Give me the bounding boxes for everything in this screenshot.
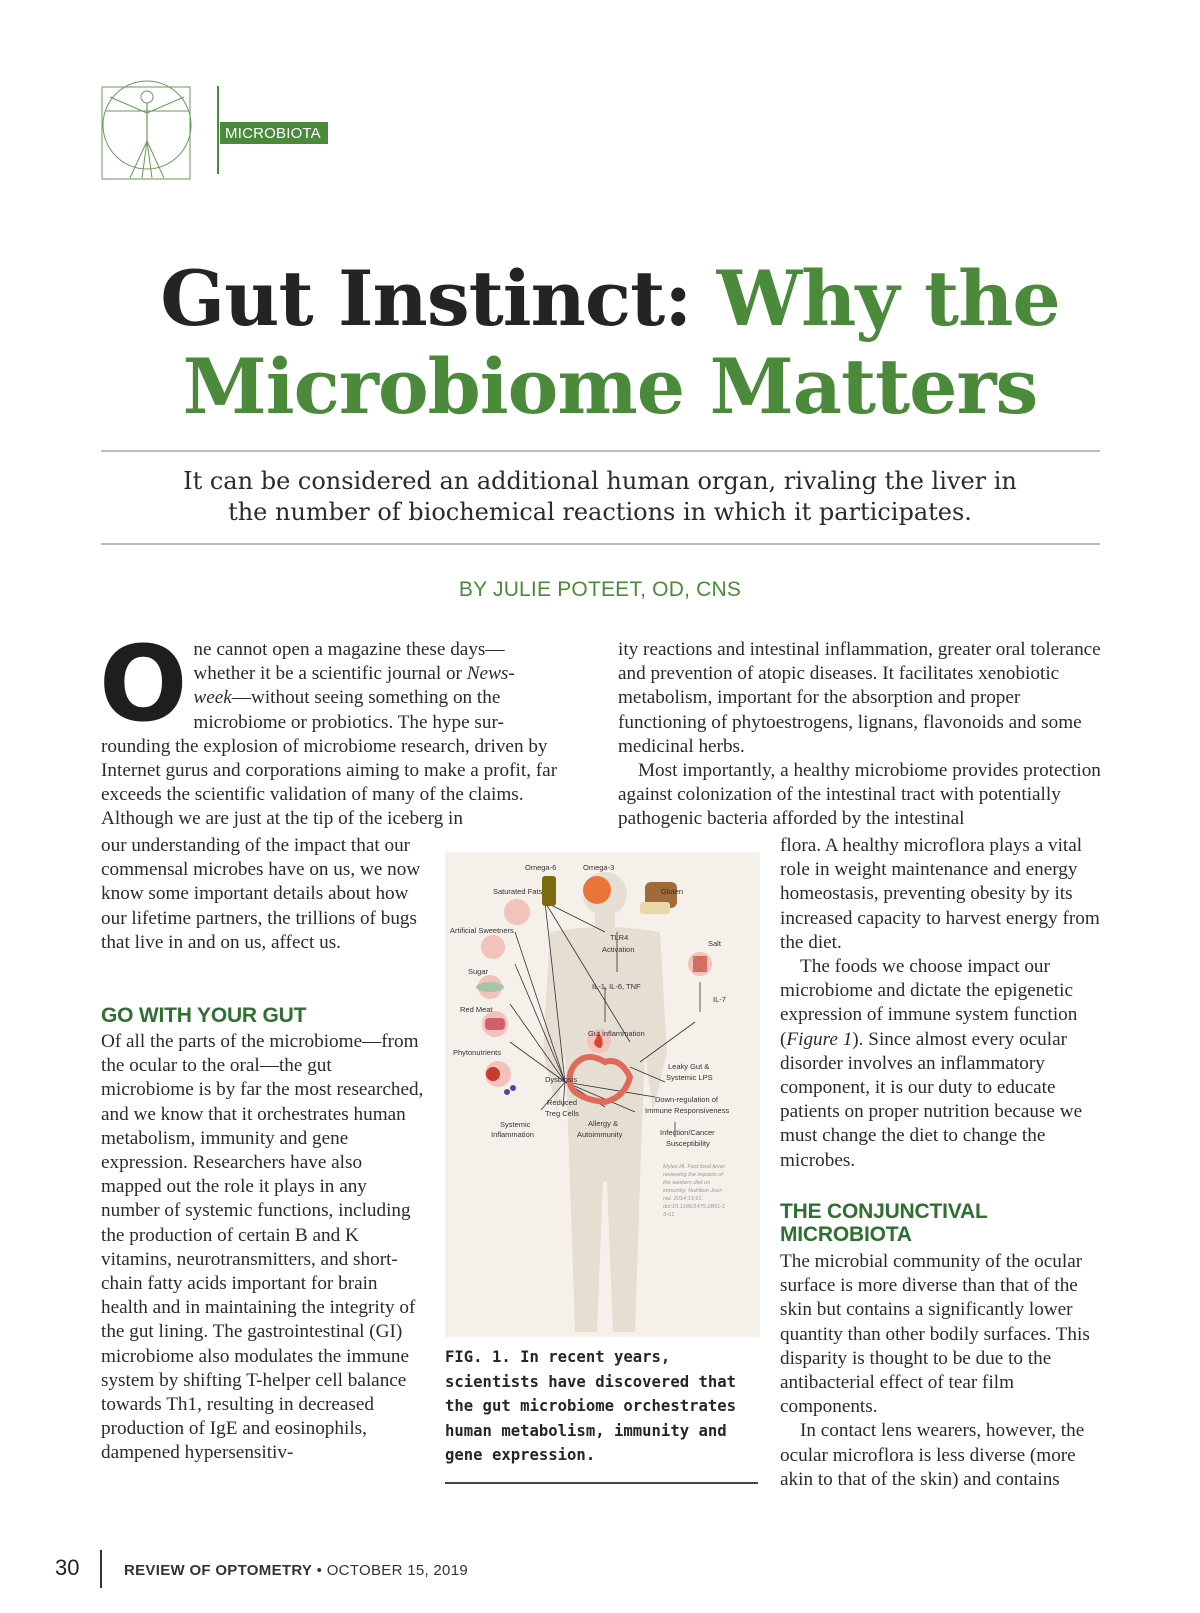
column-3 bbox=[780, 834, 1103, 1173]
label-gluten: Gluten bbox=[661, 887, 684, 896]
title-part-green-2: Microbiome Matters bbox=[182, 342, 1038, 431]
deck bbox=[100, 466, 1100, 528]
label-reduced-2: Treg Cells bbox=[545, 1109, 579, 1118]
paragraph-5: The microbial community of the ocular surface is more diverse than that of the skin but contains a significantly lower quantity than other bodily surfaces. This disparity is thought to be due to the antibacterial effect of tear film components. bbox=[780, 1251, 1090, 1418]
label-infection-1: Infection/Cancer bbox=[660, 1128, 715, 1137]
paragraph-3-narrow: flora. A healthy microflora plays a vital role in weight maintenance and energy homeostasis, preventing obesity by its increased capacity to harvest energy from the diet. bbox=[780, 835, 1100, 953]
paragraph-2-continued: ity reactions and intestinal inflammation, greater oral tolerance and prevention of atopic diseases. It facilitates xenobiotic metabolism, important for the absorption and proper functioning of phytoestrogens, lignans, flavonoids and some medicinal herbs. bbox=[618, 639, 1101, 757]
paragraph-1-line-3b: —without seeing something on the bbox=[231, 687, 501, 709]
column-1-top bbox=[99, 623, 581, 832]
deck-line-2: the number of biochemical reactions in which it participates. bbox=[228, 498, 972, 526]
label-sugar: Sugar bbox=[468, 967, 489, 976]
label-il-tnf: IL-1, IL-6, TNF bbox=[592, 982, 641, 991]
artificial-sweeteners-icon bbox=[481, 935, 505, 959]
citation-line-6: doi:10.1186/1475-2891-1 bbox=[663, 1204, 726, 1210]
article-title bbox=[60, 255, 1160, 431]
label-reduced-1: Reduced bbox=[547, 1098, 578, 1107]
label-downreg-1: Down-regulation of bbox=[655, 1095, 718, 1104]
figure-1 bbox=[445, 852, 760, 1337]
label-systemic-2: Inflammation bbox=[491, 1130, 534, 1139]
paragraph-3: Most importantly, a healthy microbiome provides protection against colonization of the intestinal tract with potentially pathogenic bacteria afforded by the intestinal bbox=[618, 760, 1101, 830]
badge-divider bbox=[217, 86, 219, 174]
label-allergy-2: Autoimmunity bbox=[577, 1130, 623, 1139]
column-3-lower bbox=[780, 1250, 1103, 1492]
paragraph-1-line-1: ne cannot open a magazine these days— bbox=[193, 639, 505, 660]
label-infection-2: Susceptibility bbox=[666, 1139, 710, 1148]
title-part-dark: Gut Instinct: bbox=[160, 254, 692, 343]
label-gut-inflammation: Gut inflammation bbox=[588, 1029, 645, 1038]
drop-cap: O bbox=[99, 623, 188, 745]
citation-line-3: the western diet on bbox=[663, 1180, 711, 1186]
label-red-meat: Red Meat bbox=[460, 1005, 493, 1014]
figure-caption: FIG. 1. In recent years, scientists have discovered that the gut microbiome orchestrates human metabolism, immunity and gene expression. bbox=[445, 1348, 737, 1464]
figure-1-illustration bbox=[445, 852, 760, 1337]
label-artificial-sweetners: Artificial Sweetners bbox=[450, 926, 514, 935]
paragraph-4 bbox=[780, 955, 1103, 1173]
label-allergy-1: Allergy & bbox=[588, 1119, 619, 1128]
paragraph-4-b: ). Since almost every ocular disorder involves an inflammatory component, it is our duty to educate patients on proper nutrition because we must change the diet to change the microbes. bbox=[780, 1028, 1083, 1171]
publication-name: REVIEW OF OPTOMETRY bbox=[124, 1562, 313, 1579]
omega-3-fish-icon bbox=[583, 876, 611, 904]
label-phytonutrients: Phytonutrients bbox=[453, 1048, 501, 1057]
citation-line-5: nal. 2014;13:61. bbox=[663, 1196, 704, 1202]
paragraph-2: Of all the parts of the microbiome—from the ocular to the oral—the gut microbiome is by far the most researched, and we know that it orchestrates human metabolism, immunity and gene expression. Researchers have also mapped out the role it plays in any number of systemic functions, including the production of certain B and K vitamins, neurotransmitters, and short-chain fatty acids important for brain health and in maintaining the integrity of the gut lining. The gastrointestinal (GI) microbiome also modulates the immune system by shifting T-helper cell balance towards Th1, resulting in decreased production of IgE and eosinophils, dampened hypersensitiv- bbox=[101, 1031, 424, 1464]
deck-line-1: It can be considered an additional human organ, rivaling the liver in bbox=[183, 467, 1017, 495]
label-saturated-fats: Saturated Fats bbox=[493, 887, 543, 896]
issue-date: OCTOBER 15, 2019 bbox=[326, 1562, 468, 1579]
label-leaky-gut-2: Systemic LPS bbox=[666, 1073, 713, 1082]
label-il-7: IL-7 bbox=[713, 995, 726, 1004]
footer-divider bbox=[100, 1550, 102, 1588]
label-leaky-gut-1: Leaky Gut & bbox=[668, 1062, 710, 1071]
figure-citation bbox=[663, 1164, 727, 1218]
paragraph-1-line-2b: News- bbox=[466, 663, 515, 685]
label-dysbiosis: Dysbiosis bbox=[545, 1075, 578, 1084]
footer-bullet: • bbox=[312, 1562, 327, 1579]
figure-reference: Figure 1 bbox=[786, 1028, 853, 1050]
paragraph-1-rest: rounding the explosion of microbiome research, driven by Internet gurus and corporations aiming to make a profit, far exceeds the scientific validation of many of the claims. Although we are just at the tip of the iceberg in bbox=[101, 735, 558, 830]
citation-line-1: Myles IA. Fast food fever: bbox=[663, 1164, 727, 1170]
vitruvian-man-logo bbox=[100, 75, 198, 185]
column-1-lower bbox=[101, 1030, 424, 1466]
deck-rule-top bbox=[101, 450, 1100, 452]
paragraph-1-line-3a: week bbox=[193, 687, 232, 709]
label-activation: Activation bbox=[602, 945, 635, 954]
paragraph-1-narrow: our understanding of the impact that our commensal microbes have on us, we now know some important details about how our lifetime partners, the trillions of bugs that live in and on us, affect us. bbox=[101, 835, 421, 953]
subhead-conjunctival-microbiota: THE CONJUNCTIVAL MICROBIOTA bbox=[780, 1200, 988, 1246]
column-1-narrow bbox=[101, 834, 424, 955]
label-omega-6: Omega-6 bbox=[525, 863, 557, 872]
paragraph-1-line-2a: whether it be a scientific journal or bbox=[193, 663, 467, 685]
subhead-go-with-your-gut: GO WITH YOUR GUT bbox=[101, 1004, 307, 1027]
deck-rule-bottom bbox=[101, 543, 1100, 545]
label-omega-3: Omega-3 bbox=[583, 863, 615, 872]
title-part-green-1: Why the bbox=[716, 254, 1060, 343]
label-salt: Salt bbox=[708, 939, 721, 948]
saturated-fats-icon bbox=[504, 899, 530, 925]
citation-line-7: 3-61. bbox=[663, 1212, 676, 1218]
page-number: 30 bbox=[55, 1555, 80, 1580]
paragraph-6: In contact lens wearers, however, the ocular microflora is less diverse (more akin to that of the skin) and contains bbox=[780, 1420, 1085, 1490]
byline: BY JULIE POTEET, OD, CNS bbox=[458, 578, 742, 601]
label-systemic-1: Systemic bbox=[500, 1120, 531, 1129]
citation-line-4: immunity. Nutrition Jour- bbox=[663, 1188, 724, 1194]
citation-line-2: reviewing the impacts of bbox=[663, 1172, 724, 1178]
label-tlr4: TLR4 bbox=[610, 933, 629, 942]
section-tag: MICROBIOTA bbox=[220, 122, 328, 144]
column-2-top bbox=[618, 638, 1103, 832]
paragraph-1-line-4: microbiome or probiotics. The hype sur- bbox=[193, 711, 504, 733]
figure-caption-rule bbox=[445, 1482, 758, 1484]
footer-publication bbox=[124, 1562, 468, 1579]
paragraph-4-a: The foods we choose impact our microbiome and dictate the epigenetic expression of immune system function ( bbox=[780, 956, 1078, 1050]
label-downreg-2: Immune Responsiveness bbox=[645, 1106, 730, 1115]
omega-6-oil-icon bbox=[542, 876, 556, 906]
